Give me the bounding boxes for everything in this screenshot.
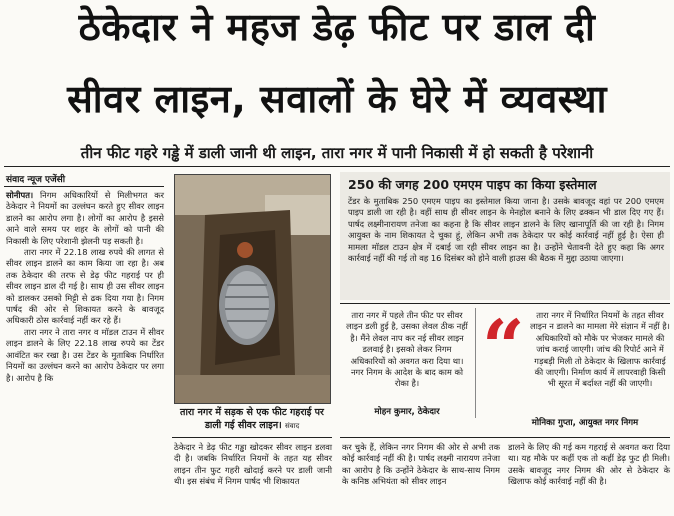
divider — [340, 303, 670, 304]
divider — [4, 166, 670, 167]
byline: संवाद न्यूज एजेंसी — [6, 175, 66, 185]
quote-mark-icon: “ — [482, 305, 525, 391]
paragraph: निगम अधिकारियों से मिलीभगत कर ठेकेदार ने नियमों का उल्लंघन करते हुए सीवर लाइन डालने का आरोप लगा है। लोगों का आरोप है इससे आने वाले समय पर शहर के लोगों को पानी की निकासी के लिए परेशानी झेलनी पड़ सकती है। — [6, 190, 165, 246]
photo-illustration — [175, 175, 330, 403]
box-title: 250 की जगह 200 एमएम पाइप का किया इस्तेमाल — [348, 177, 597, 192]
subheading: तीन फीट गहरे गड्ढे में डाली जानी थी लाइन, तारा नगर में पानी निकासी में हो सकती है परेशानी — [80, 144, 594, 162]
article-col-2: ठेकेदार ने डेढ़ फीट गड्ढा खोदकर सीवर लाइन डलवा दी है। जबकि निर्धारित नियमों के तहत यह सीवर लाइन तीन फुट गहरी खोदाई करने पर डाली जानी थी। इस संबंध में निगम पार्षद भी शिकायत — [174, 442, 332, 487]
divider — [340, 437, 670, 438]
commissioner-name: मोनिका गुप्ता, आयुक्त नगर निगम — [531, 418, 639, 428]
photo-credit: संवाद — [285, 422, 300, 430]
dateline: सोनीपत। — [6, 190, 34, 200]
headline-line-1: ठेकेदार ने महज डेढ़ फीट पर डाल दी — [78, 5, 596, 49]
commissioner-quote: तारा नगर में निर्धारित नियमों के तहत सीवर लाइन न डालने का मामला मेरे संज्ञान में नहीं है। अधिकारियों को मौके पर भेजकर मामले की जांच कराई जाएगी। जांच की रिपोर्ट आने में गड़बड़ी मिली तो ठेकेदार के खिलाफ कार्रवाई की जाएगी। निर्माण कार्य में लापरवाही किसी भी सूरत में बर्दाश्त नहीं की जाएगी। — [530, 310, 670, 389]
article-col-4: डालने के लिए की गई कम गहराई से अवगत करा दिया था। यह मौके पर कहीं एक तो कहीं डेढ़ फुट ही मिली। उसके बावजूद नगर निगम की ओर से ठेकेदार के खिलाफ कोई कार्रवाई नहीं की है। — [508, 442, 670, 487]
article-col-3: कर चुके हैं, लेकिन नगर निगम की ओर से अभी तक कोई कार्रवाई नहीं की है। पार्षद लक्ष्मी नारायण तनेजा का आरोप है कि उन्होंने ठेकेदार के साथ-साथ निगम के कनिष्ठ अभियंता को सीवर लाइन — [342, 442, 500, 487]
photo-caption: तारा नगर में सड़क से एक फीट गहराई पर डाली गई सीवर लाइन। संवाद — [180, 407, 324, 431]
contractor-quote: तारा नगर में पहले तीन फीट पर सीवर लाइन डली हुई है, उसका लेवल ठीक नहीं है। मैंने लेवल नाप कर नई सीवर लाइन डलवाई है। इसको लेकर निगम अधिकारियों को अवगत करा दिया था। नगर निगम के आदेश के बाद काम को रोका है। — [346, 310, 468, 389]
contractor-name: मोहन कुमार, ठेकेदार — [374, 407, 440, 417]
divider — [4, 186, 164, 187]
divider — [475, 308, 476, 418]
paragraph: तारा नगर ने तारा नगर व मॉडल टाउन में सीवर लाइन डालने के लिए 22.18 लाख रुपये का टेंडर आवंटित कर रखा है। उस टेंडर के मुताबिक निर्धारित नियमों का उल्लंघन करने का आरोप ठेकेदार पर लगा है। आरोप है कि — [6, 326, 164, 383]
paragraph: तारा नगर में 22.18 लाख रुपये की लागत से सीवर लाइन डालने का काम किया जा रहा है। अब तक ठेकेदार की तरफ से डेढ़ फीट गहराई पर ही सीवर लाइन डाल दी गई है। साथ ही उस सीवर लाइन को डालकर उसको मिट्टी से ढक दिया गया है। निगम पार्षद की ओर से शिकायत करने के बावजूद अधिकारी ठोस कार्रवाई नहीं कर रहे हैं। — [6, 247, 164, 326]
sewer-pipe-photo — [174, 174, 331, 404]
article-col-1 — [6, 190, 164, 384]
headline-line-2: सीवर लाइन, सवालों के घेरे में व्यवस्था — [67, 77, 607, 121]
divider — [172, 437, 332, 438]
box-text: टेंडर के मुताबिक 250 एमएम पाइप का इस्तेमाल किया जाना है। उसके बावजूद वहां पर 200 एमएम पाइप डाली जा रही है। वहीं साथ ही सीवर लाइन के मेनहोल बनाने के लिए ढक्कन भी डाल दिए गए हैं। पार्षद लक्ष्मीनारायण तनेजा का कहना है कि सीवर लाइन डालने के लिए खानापूर्ति की जा रही है। निगम आयुक्त के नाम शिकायत दे चुका हूं, लेकिन अभी तक ठेकेदार पर कोई कार्रवाई नहीं हुई है। ऐसा ही मामला मॉडल टाउन क्षेत्र में दबाई जा रही सीवर लाइन का है। उन्होंने चेतावनी देते हुए कहा कि अगर कार्रवाई नहीं की गई तो वह 16 दिसंबर को होने वाली हाउस की बैठक में मुद्दा उठाया जाएगा। — [348, 196, 664, 264]
